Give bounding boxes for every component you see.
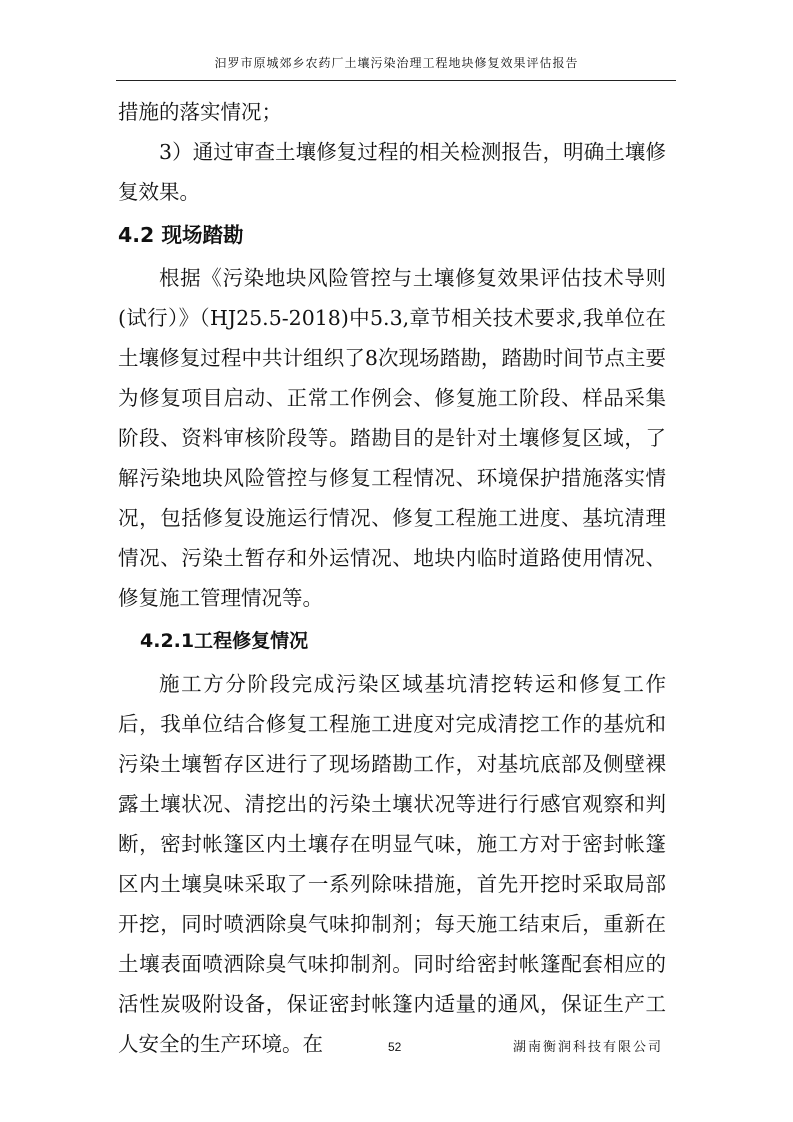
paragraph-measures: 措施的落实情况； bbox=[118, 100, 282, 124]
company-name: 湖南衡润科技有限公司 bbox=[512, 1040, 663, 1055]
document-body bbox=[118, 92, 666, 1064]
page-number: 52 bbox=[388, 1040, 402, 1054]
paragraph-item-3: 3）通过审查土壤修复过程的相关检测报告，明确土壤修复效果。 bbox=[118, 140, 666, 204]
paragraph-site-survey: 根据《污染地块风险管控与土壤修复效果评估技术导则(试行）》（HJ25.5-2018)中5.3,章节相关技术要求,我单位在土壤修复过程中共计组织了8次现场踏勘，踏勘时间节点主要为修复项目启动、正常工作例会、修复施工阶段、样品采集阶段、资料审核阶段等。踏勘目的是针对土壤修复区域，了解污染地块风险管控与修复工程情况、环境保护措施落实情况，包括修复设施运行情况、修复工程施工进度、基坑清理情况、污染土暂存和外运情况、地块内临时道路使用情况、修复施工管理情况等。 bbox=[118, 266, 666, 610]
page-header: 汩罗市原城郊乡农药厂土壤污染治理工程地块修复效果评估报告 bbox=[214, 56, 579, 70]
section-heading-4-2: 4.2 现场踏勘 bbox=[118, 223, 244, 247]
header-divider bbox=[116, 80, 676, 81]
section-heading-4-2-1: 4.2.1工程修复情况 bbox=[140, 630, 309, 652]
paragraph-remediation: 施工方分阶段完成污染区域基坑清挖转运和修复工作后，我单位结合修复工程施工进度对完成清挖工作的基炕和污染土壤暂存区进行了现场踏勘工作，对基坑底部及侧壁裸露土壤状况、清挖出的污染土壤状况等进行行感官观察和判断，密封帐篷区内土壤存在明显气味，施工方对于密封帐篷区内土壤臭味采取了一系列除味措施，首先开挖时采取局部开挖，同时喷洒除臭气味抑制剂；每天施工结束后，重新在土壤表面喷洒除臭气味抑制剂。同时给密封帐篷配套相应的活性炭吸附设备，保证密封帐篷内适量的通风，保证生产工人安全的生产环境。在 bbox=[118, 672, 666, 1056]
